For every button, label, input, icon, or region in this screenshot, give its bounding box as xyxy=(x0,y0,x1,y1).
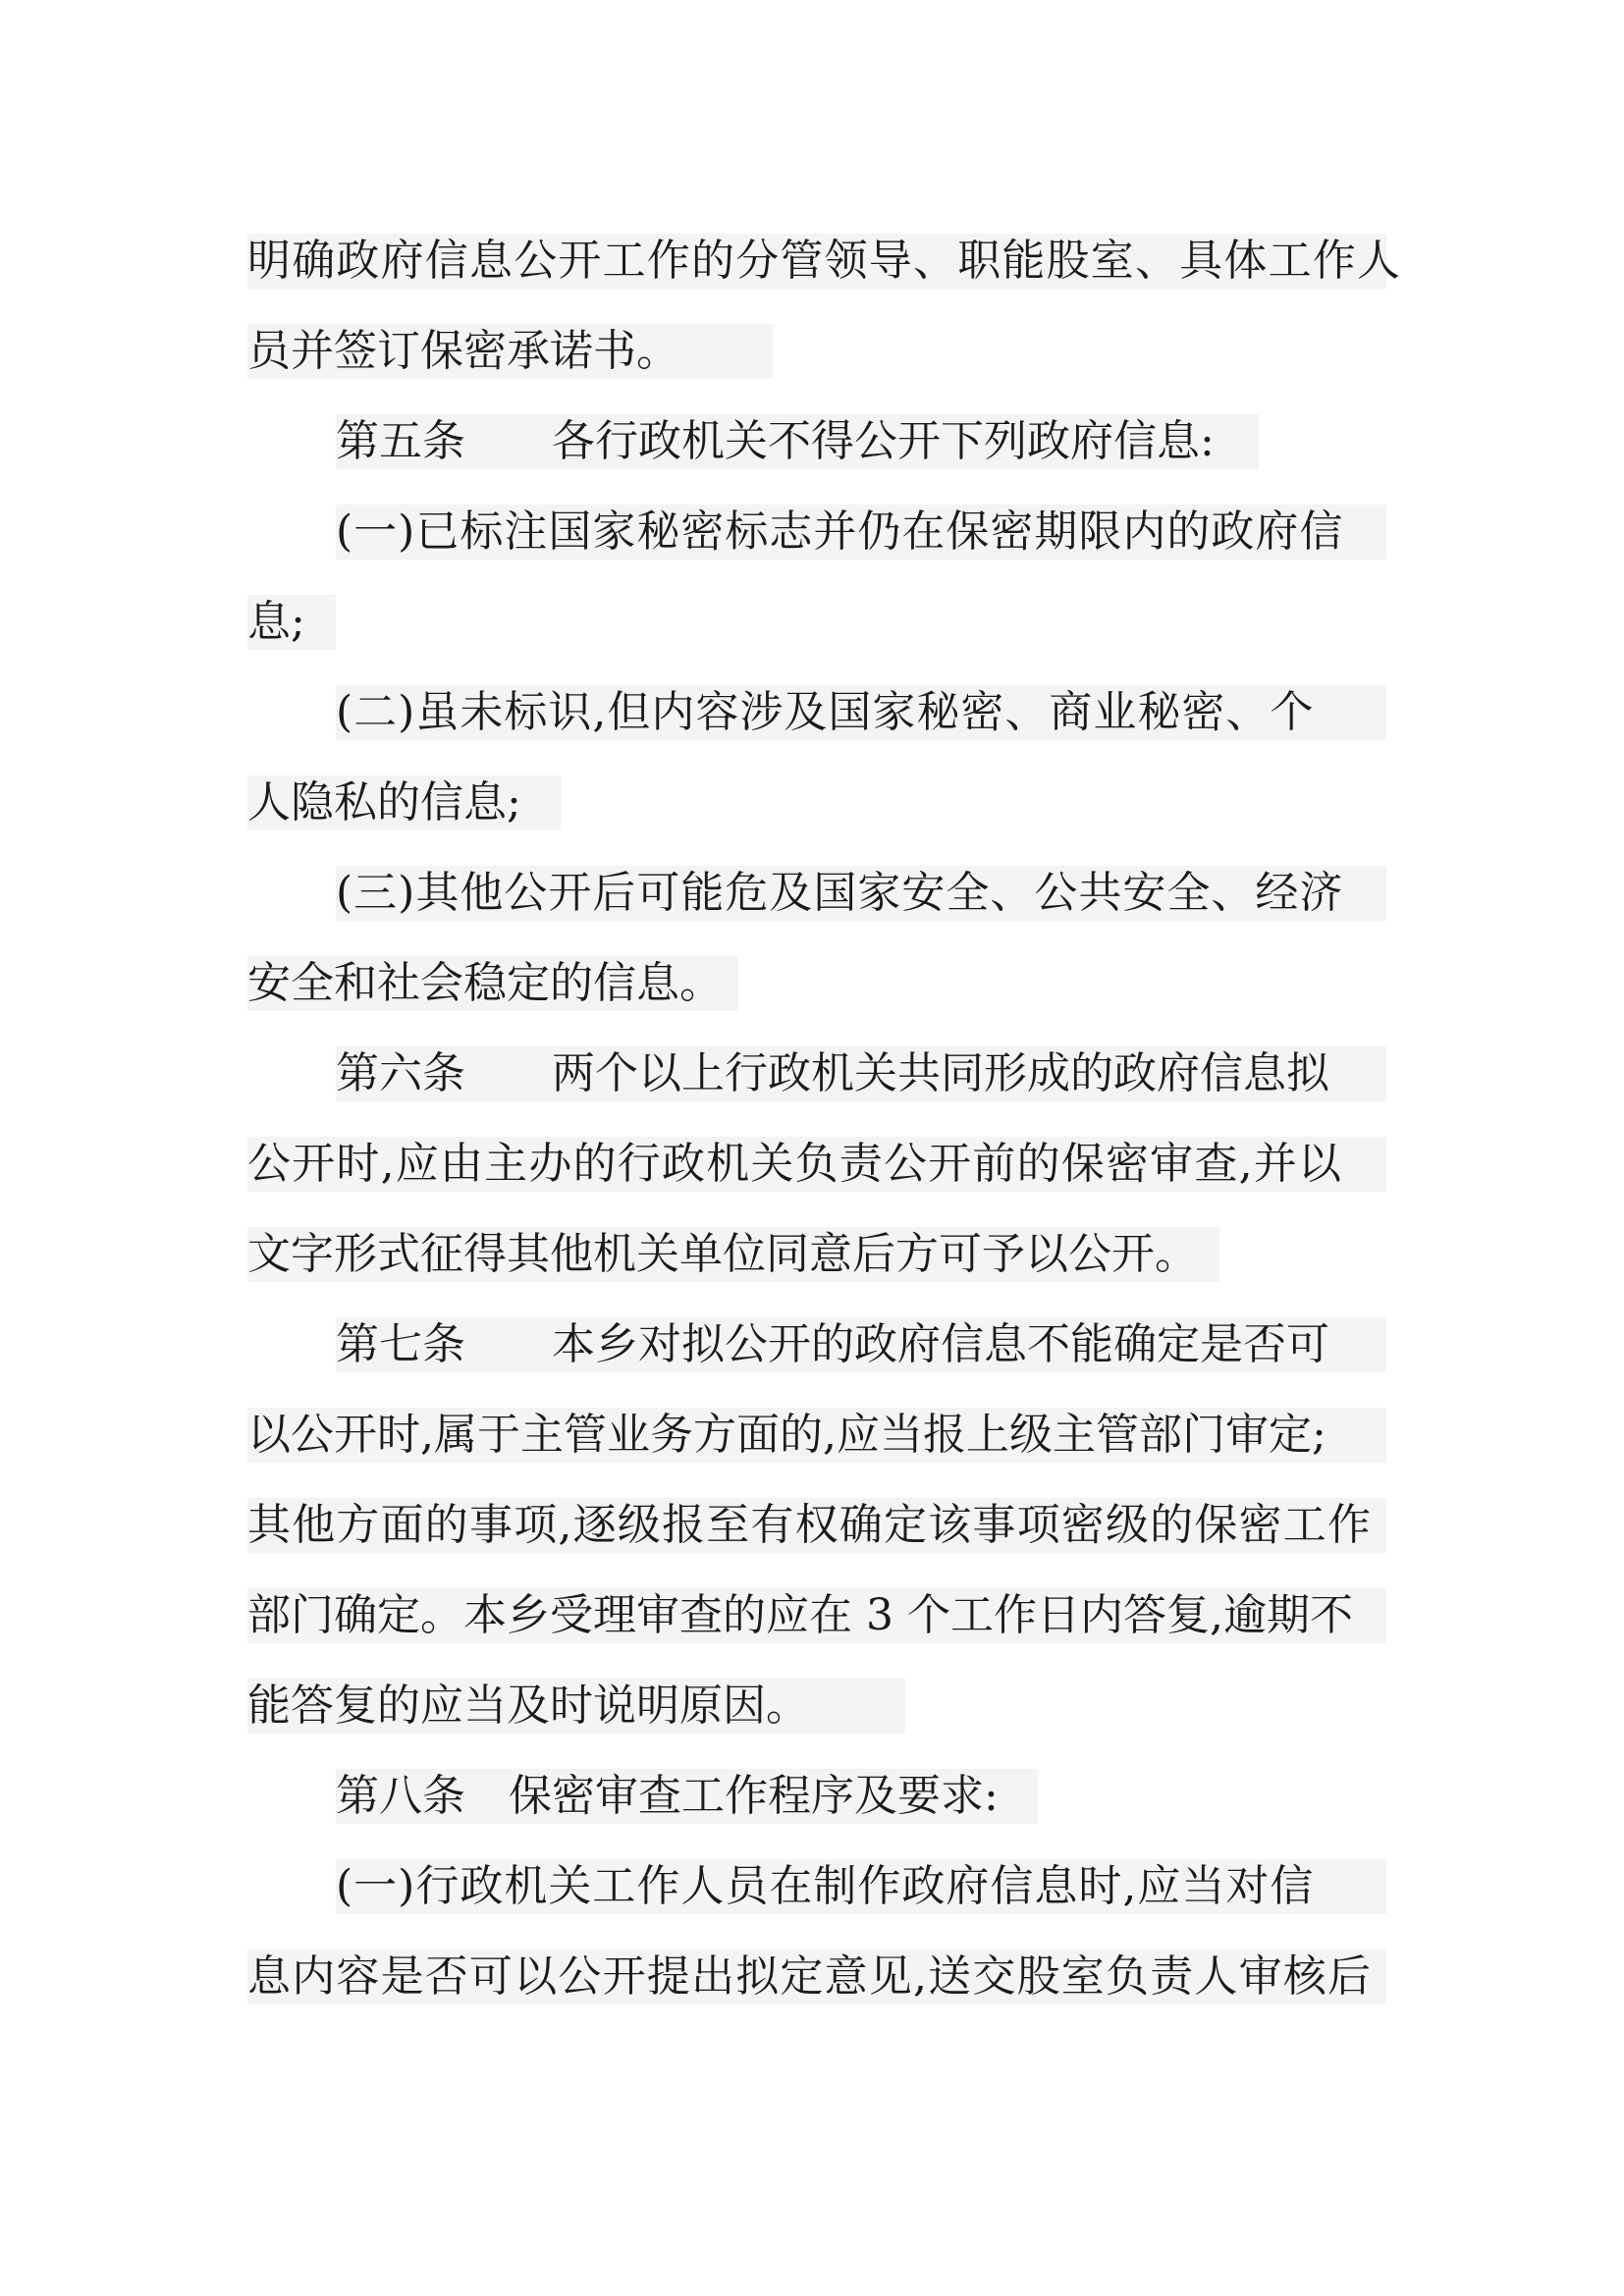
paragraph-line: 公开时,应由主办的行政机关负责公开前的保密审查,并以 xyxy=(247,1137,1386,1192)
article-7-text: 本乡对拟公开的政府信息不能确定是否可 xyxy=(552,1319,1329,1369)
article-5-title: 第五条 xyxy=(336,416,465,466)
paragraph-line: 其他方面的事项,逐级报至有权确定该事项密级的保密工作 xyxy=(247,1498,1386,1553)
paragraph-line: (一)行政机关工作人员在制作政府信息时,应当对信 xyxy=(336,1859,1386,1914)
article-8-text: 保密审查工作程序及要求: xyxy=(509,1771,999,1821)
article-8-title: 第八条 xyxy=(336,1771,465,1821)
paragraph-line: (二)虽未标识,但内容涉及国家秘密、商业秘密、个 xyxy=(336,685,1386,740)
paragraph-line: 能答复的应当及时说明原因。 xyxy=(247,1679,905,1734)
article-8-heading xyxy=(336,1769,1038,1824)
paragraph-line: 文字形式征得其他机关单位同意后方可予以公开。 xyxy=(247,1227,1219,1282)
paragraph-line: 以公开时,属于主管业务方面的,应当报上级主管部门审定; xyxy=(247,1408,1386,1463)
paragraph-line: 人隐私的信息; xyxy=(247,775,562,830)
article-7-title: 第七条 xyxy=(336,1319,465,1369)
article-6-title: 第六条 xyxy=(336,1048,465,1098)
paragraph-line: 安全和社会稳定的信息。 xyxy=(247,956,738,1011)
paragraph-line: 息内容是否可以公开提出拟定意见,送交股室负责人审核后 xyxy=(247,1949,1386,2004)
article-5-heading xyxy=(336,414,1259,469)
paragraph-line: 部门确定。本乡受理审查的应在 3 个工作日内答复,逾期不 xyxy=(247,1588,1386,1643)
paragraph-line: (三)其他公开后可能危及国家安全、公共安全、经济 xyxy=(336,866,1386,921)
paragraph-line: (一)已标注国家秘密标志并仍在保密期限内的政府信 xyxy=(336,505,1386,560)
paragraph-line: 员并签订保密承诺书。 xyxy=(247,324,773,379)
paragraph-line: 明确政府信息公开工作的分管领导、职能股室、具体工作人 xyxy=(247,234,1386,289)
article-6-text: 两个以上行政机关共同形成的政府信息拟 xyxy=(552,1048,1329,1098)
article-6-heading xyxy=(336,1046,1386,1101)
paragraph-line: 息; xyxy=(247,595,336,650)
article-5-text: 各行政机关不得公开下列政府信息: xyxy=(552,416,1215,466)
article-7-heading xyxy=(336,1317,1386,1372)
